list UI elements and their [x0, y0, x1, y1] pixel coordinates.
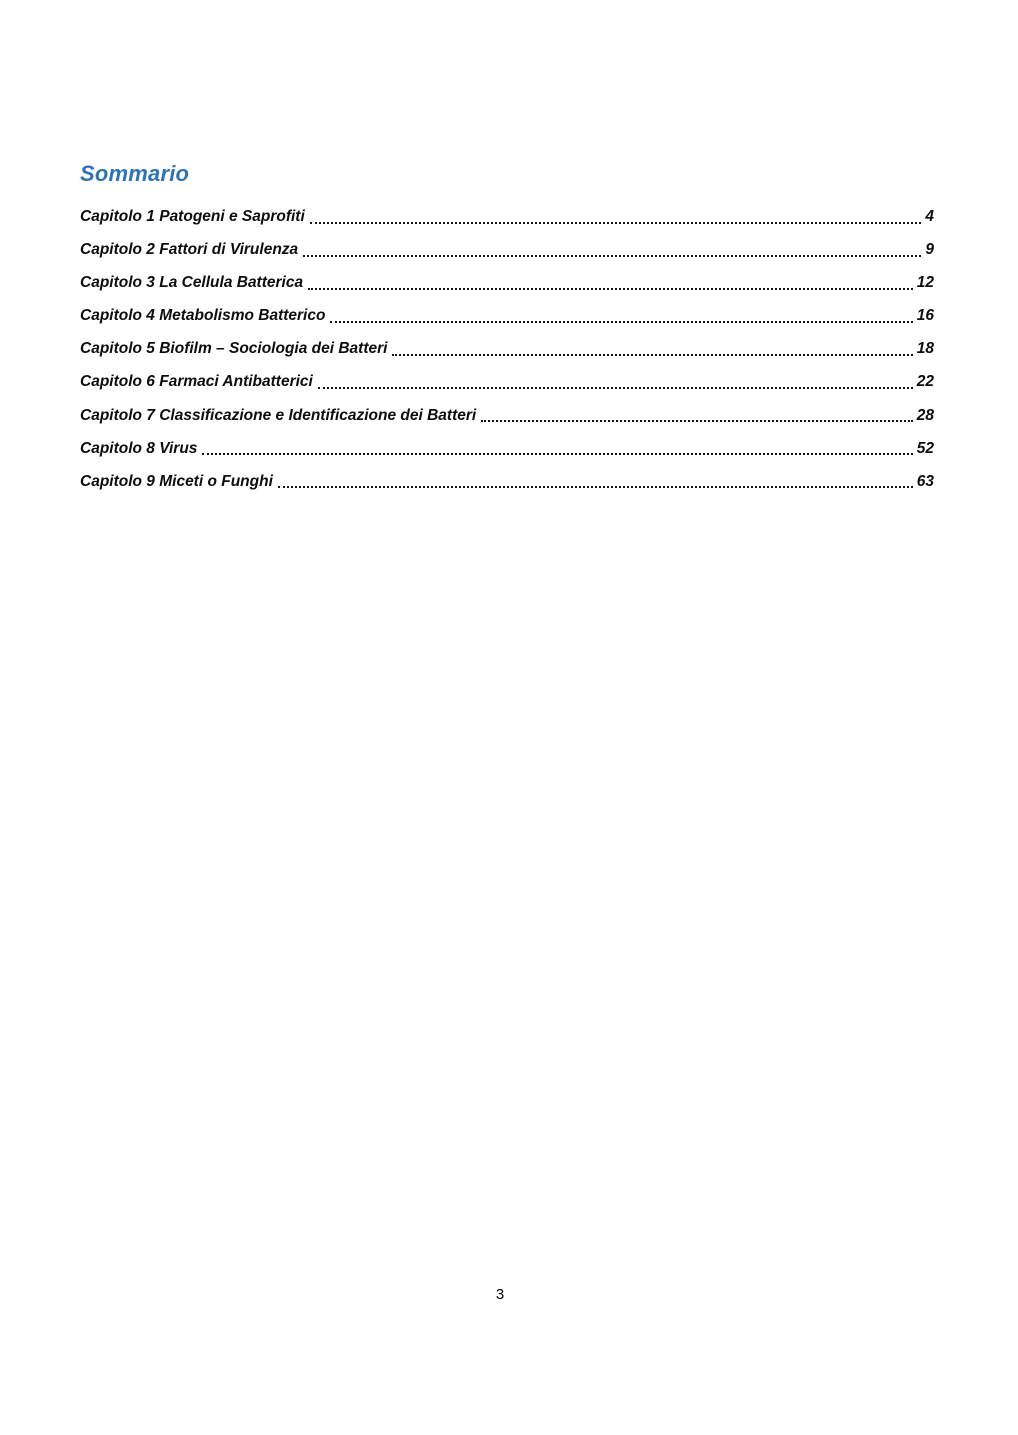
toc-dot-leader: [308, 288, 913, 290]
toc-dot-leader: [310, 222, 922, 224]
toc-entry[interactable]: [80, 332, 934, 365]
toc-entry-page-number: 16: [916, 307, 934, 325]
toc-entry[interactable]: [80, 299, 934, 332]
toc-entry-page-number: 63: [916, 472, 934, 490]
toc-entry[interactable]: [80, 465, 934, 498]
toc-dot-leader: [202, 453, 912, 455]
toc-entry-page-number: 52: [916, 439, 934, 457]
toc-entry[interactable]: [80, 365, 934, 398]
toc-dot-leader: [481, 420, 913, 422]
footer-page-number: 3: [495, 1286, 505, 1303]
toc-entry-page-number: 12: [916, 274, 934, 292]
toc-entry-label: Capitolo 6 Farmaci Antibatterici: [80, 373, 313, 391]
toc-entry-page-number: 28: [916, 406, 934, 424]
toc-entry-label: Capitolo 5 Biofilm – Sociologia dei Batteri: [80, 340, 388, 358]
toc-entry-page-number: 4: [925, 208, 934, 225]
toc-dot-leader: [278, 486, 913, 488]
toc-entry[interactable]: [80, 399, 934, 432]
toc-entry-label: Capitolo 2 Fattori di Virulenza: [80, 241, 299, 259]
toc-entry-label: Capitolo 9 Miceti o Funghi: [80, 472, 273, 490]
toc-entry-label: Capitolo 8 Virus: [80, 439, 198, 457]
toc-dot-leader: [392, 354, 912, 356]
toc-entry-page-number: 9: [925, 241, 934, 259]
toc-heading: Sommario: [80, 161, 190, 186]
toc-entry-label: Capitolo 3 La Cellula Batterica: [80, 274, 304, 292]
toc-entry-label: Capitolo 1 Patogeni e Saprofiti: [80, 208, 305, 225]
toc-entry-label: Capitolo 4 Metabolismo Batterico: [80, 307, 326, 325]
toc-entry[interactable]: [80, 233, 934, 266]
toc-entry-page-number: 18: [916, 340, 934, 358]
toc-entry-label: Capitolo 7 Classificazione e Identificazione dei Batteri: [80, 406, 477, 424]
toc-dot-leader: [318, 387, 913, 389]
toc-section: [80, 161, 934, 498]
toc-dot-leader: [330, 321, 912, 323]
toc-entry-page-number: 22: [916, 373, 934, 391]
toc-entry[interactable]: [80, 266, 934, 299]
toc-list: [80, 200, 934, 498]
toc-entry[interactable]: [80, 200, 934, 233]
toc-entry[interactable]: [80, 432, 934, 465]
toc-dot-leader: [303, 255, 921, 257]
